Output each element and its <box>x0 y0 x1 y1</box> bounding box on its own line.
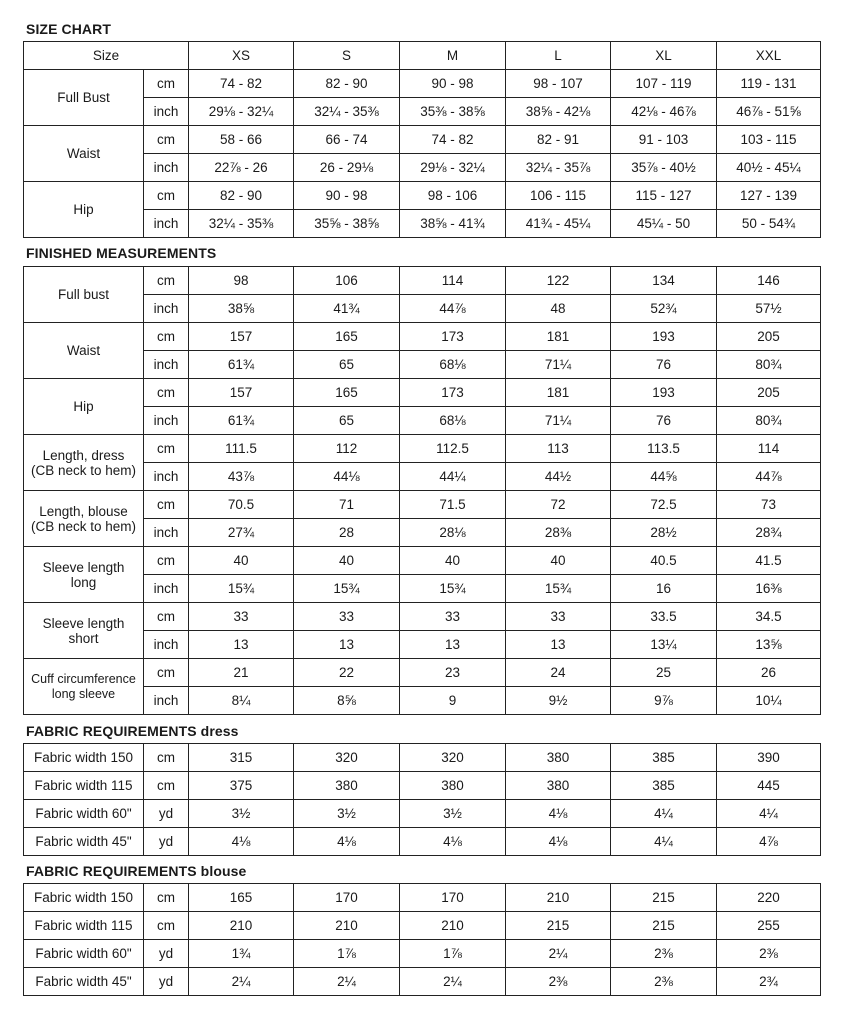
value-cell: 44⅞ <box>400 295 506 323</box>
value-cell: 28½ <box>611 519 717 547</box>
value-cell: 33 <box>400 603 506 631</box>
value-cell: 210 <box>294 912 400 940</box>
value-cell: 42⅛ - 46⅞ <box>611 98 717 126</box>
value-cell: 61¾ <box>189 351 294 379</box>
value-cell: 65 <box>294 407 400 435</box>
unit-cell: yd <box>144 968 189 996</box>
value-cell: 112 <box>294 435 400 463</box>
table-row <box>24 267 821 295</box>
size-chart-table <box>23 41 821 238</box>
value-cell: 111.5 <box>189 435 294 463</box>
unit-cell: inch <box>144 463 189 491</box>
value-cell: 13 <box>294 631 400 659</box>
value-cell: 23 <box>400 659 506 687</box>
value-cell: 35⅞ - 40½ <box>611 154 717 182</box>
value-cell: 215 <box>611 884 717 912</box>
value-cell: 82 - 90 <box>189 182 294 210</box>
value-cell: 193 <box>611 323 717 351</box>
value-cell: 165 <box>294 379 400 407</box>
value-cell: 106 - 115 <box>506 182 611 210</box>
table-row <box>24 435 821 463</box>
unit-cell: inch <box>144 351 189 379</box>
value-cell: 4⅛ <box>189 828 294 856</box>
value-cell: 315 <box>189 744 294 772</box>
finished-measurements-title: FINISHED MEASUREMENTS <box>26 245 217 261</box>
value-cell: 28⅛ <box>400 519 506 547</box>
measurement-label <box>24 491 144 547</box>
table-row <box>24 351 821 379</box>
measurement-label <box>24 323 144 379</box>
value-cell: 33 <box>294 603 400 631</box>
measurement-label: Full Bust <box>24 70 144 126</box>
value-cell: 80¾ <box>717 407 821 435</box>
size-column-header: XL <box>611 42 717 70</box>
value-cell: 13 <box>506 631 611 659</box>
unit-cell: inch <box>144 575 189 603</box>
value-cell: 119 - 131 <box>717 70 821 98</box>
measurement-label <box>24 379 144 435</box>
value-cell: 72 <box>506 491 611 519</box>
measurement-label-line: Full bust <box>57 287 110 302</box>
value-cell: 33 <box>506 603 611 631</box>
value-cell: 2¾ <box>717 968 821 996</box>
value-cell: 40 <box>400 547 506 575</box>
size-column-header: XXL <box>717 42 821 70</box>
measurement-label-line: short <box>68 630 99 646</box>
value-cell: 74 - 82 <box>400 126 506 154</box>
measurement-label-line: (CB neck to hem) <box>30 462 137 478</box>
unit-cell: cm <box>144 267 189 295</box>
value-cell: 32¼ - 35⅜ <box>294 98 400 126</box>
value-cell: 9⅞ <box>611 687 717 715</box>
measurement-label-line: Length, dress <box>42 447 125 463</box>
table-row <box>24 912 821 940</box>
fabric-blouse-title: FABRIC REQUIREMENTS blouse <box>26 863 247 879</box>
fabric-width-label: Fabric width 115 <box>24 772 144 800</box>
table-row <box>24 772 821 800</box>
table-row <box>24 940 821 968</box>
value-cell: 181 <box>506 323 611 351</box>
value-cell: 127 - 139 <box>717 182 821 210</box>
value-cell: 71.5 <box>400 491 506 519</box>
value-cell: 107 - 119 <box>611 70 717 98</box>
value-cell: 3½ <box>400 800 506 828</box>
value-cell: 113.5 <box>611 435 717 463</box>
value-cell: 32¼ - 35⅞ <box>506 154 611 182</box>
fabric-width-label: Fabric width 45" <box>24 968 144 996</box>
value-cell: 181 <box>506 379 611 407</box>
value-cell: 27¾ <box>189 519 294 547</box>
table-row <box>24 659 821 687</box>
value-cell: 114 <box>717 435 821 463</box>
value-cell: 380 <box>506 772 611 800</box>
value-cell: 46⅞ - 51⅝ <box>717 98 821 126</box>
value-cell: 82 - 91 <box>506 126 611 154</box>
fabric-width-label: Fabric width 150 <box>24 744 144 772</box>
value-cell: 15¾ <box>189 575 294 603</box>
measurement-label-line: Sleeve length <box>42 559 125 575</box>
table-row <box>24 407 821 435</box>
value-cell: 173 <box>400 323 506 351</box>
value-cell: 4⅛ <box>294 828 400 856</box>
unit-cell: inch <box>144 98 189 126</box>
table-row <box>24 323 821 351</box>
value-cell: 385 <box>611 772 717 800</box>
value-cell: 193 <box>611 379 717 407</box>
value-cell: 43⅞ <box>189 463 294 491</box>
value-cell: 165 <box>294 323 400 351</box>
size-header-cell: Size <box>24 42 189 70</box>
unit-cell: cm <box>144 772 189 800</box>
header-row <box>24 42 821 70</box>
value-cell: 15¾ <box>294 575 400 603</box>
value-cell: 255 <box>717 912 821 940</box>
value-cell: 380 <box>506 744 611 772</box>
value-cell: 24 <box>506 659 611 687</box>
unit-cell: cm <box>144 323 189 351</box>
value-cell: 26 <box>717 659 821 687</box>
value-cell: 65 <box>294 351 400 379</box>
value-cell: 22⅞ - 26 <box>189 154 294 182</box>
finished-measurements-table <box>23 266 821 715</box>
measurement-label-line: (CB neck to hem) <box>30 518 137 534</box>
measurement-label-line: Waist <box>66 343 101 358</box>
value-cell: 28¾ <box>717 519 821 547</box>
value-cell: 1⅞ <box>294 940 400 968</box>
unit-cell: cm <box>144 491 189 519</box>
unit-cell: inch <box>144 295 189 323</box>
value-cell: 82 - 90 <box>294 70 400 98</box>
value-cell: 4¼ <box>611 800 717 828</box>
value-cell: 157 <box>189 379 294 407</box>
value-cell: 205 <box>717 323 821 351</box>
value-cell: 13 <box>400 631 506 659</box>
value-cell: 8¼ <box>189 687 294 715</box>
fabric-requirements-dress-table <box>23 743 821 856</box>
value-cell: 4⅛ <box>506 828 611 856</box>
value-cell: 66 - 74 <box>294 126 400 154</box>
value-cell: 28 <box>294 519 400 547</box>
value-cell: 13¼ <box>611 631 717 659</box>
value-cell: 205 <box>717 379 821 407</box>
unit-cell: inch <box>144 210 189 238</box>
value-cell: 320 <box>400 744 506 772</box>
value-cell: 41¾ <box>294 295 400 323</box>
value-cell: 57½ <box>717 295 821 323</box>
value-cell: 32¼ - 35⅜ <box>189 210 294 238</box>
value-cell: 3½ <box>189 800 294 828</box>
value-cell: 1⅞ <box>400 940 506 968</box>
value-cell: 114 <box>400 267 506 295</box>
value-cell: 4¼ <box>611 828 717 856</box>
table-row <box>24 182 821 210</box>
table-row <box>24 800 821 828</box>
value-cell: 2¼ <box>506 940 611 968</box>
table-row <box>24 295 821 323</box>
value-cell: 2¼ <box>189 968 294 996</box>
table-row <box>24 98 821 126</box>
value-cell: 170 <box>400 884 506 912</box>
value-cell: 2⅜ <box>611 940 717 968</box>
value-cell: 71 <box>294 491 400 519</box>
table-row <box>24 603 821 631</box>
unit-cell: inch <box>144 407 189 435</box>
table-row <box>24 744 821 772</box>
value-cell: 2⅜ <box>717 940 821 968</box>
value-cell: 68⅛ <box>400 351 506 379</box>
value-cell: 73 <box>717 491 821 519</box>
table-row <box>24 154 821 182</box>
value-cell: 41¾ - 45¼ <box>506 210 611 238</box>
value-cell: 25 <box>611 659 717 687</box>
unit-cell: inch <box>144 154 189 182</box>
value-cell: 146 <box>717 267 821 295</box>
table-row <box>24 70 821 98</box>
unit-cell: cm <box>144 126 189 154</box>
value-cell: 215 <box>611 912 717 940</box>
table-row <box>24 631 821 659</box>
value-cell: 72.5 <box>611 491 717 519</box>
measurement-label-line: Sleeve length <box>42 615 125 631</box>
value-cell: 38⅝ - 42⅛ <box>506 98 611 126</box>
value-cell: 38⅝ <box>189 295 294 323</box>
value-cell: 210 <box>189 912 294 940</box>
value-cell: 76 <box>611 407 717 435</box>
measurement-label <box>24 659 144 715</box>
unit-cell: cm <box>144 182 189 210</box>
value-cell: 71¼ <box>506 407 611 435</box>
measurement-label-line: Cuff circumference <box>31 671 136 686</box>
value-cell: 28⅜ <box>506 519 611 547</box>
value-cell: 4¼ <box>717 800 821 828</box>
table-row <box>24 379 821 407</box>
fabric-width-label: Fabric width 60" <box>24 800 144 828</box>
measurement-label <box>24 603 144 659</box>
value-cell: 26 - 29⅛ <box>294 154 400 182</box>
unit-cell: cm <box>144 912 189 940</box>
size-column-header: L <box>506 42 611 70</box>
value-cell: 2⅜ <box>506 968 611 996</box>
unit-cell: cm <box>144 659 189 687</box>
value-cell: 122 <box>506 267 611 295</box>
unit-cell: cm <box>144 547 189 575</box>
unit-cell: cm <box>144 435 189 463</box>
unit-cell: cm <box>144 603 189 631</box>
value-cell: 40½ - 45¼ <box>717 154 821 182</box>
size-chart-title: SIZE CHART <box>26 21 111 37</box>
measurement-label <box>24 435 144 491</box>
measurement-label-line: Length, blouse <box>39 503 128 519</box>
value-cell: 38⅝ - 41¾ <box>400 210 506 238</box>
value-cell: 29⅛ - 32¼ <box>400 154 506 182</box>
table-row <box>24 828 821 856</box>
value-cell: 16⅜ <box>717 575 821 603</box>
value-cell: 4⅞ <box>717 828 821 856</box>
unit-cell: inch <box>144 519 189 547</box>
value-cell: 385 <box>611 744 717 772</box>
value-cell: 173 <box>400 379 506 407</box>
value-cell: 40.5 <box>611 547 717 575</box>
fabric-width-label: Fabric width 60" <box>24 940 144 968</box>
value-cell: 52¾ <box>611 295 717 323</box>
value-cell: 48 <box>506 295 611 323</box>
value-cell: 58 - 66 <box>189 126 294 154</box>
value-cell: 68⅛ <box>400 407 506 435</box>
fabric-width-label: Fabric width 115 <box>24 912 144 940</box>
value-cell: 91 - 103 <box>611 126 717 154</box>
unit-cell: yd <box>144 800 189 828</box>
table-row <box>24 519 821 547</box>
value-cell: 1¾ <box>189 940 294 968</box>
table-row <box>24 210 821 238</box>
table-row <box>24 463 821 491</box>
value-cell: 13 <box>189 631 294 659</box>
value-cell: 2¼ <box>294 968 400 996</box>
measurement-label-line: Hip <box>73 399 94 414</box>
value-cell: 165 <box>189 884 294 912</box>
value-cell: 113 <box>506 435 611 463</box>
fabric-dress-title: FABRIC REQUIREMENTS dress <box>26 723 239 739</box>
value-cell: 76 <box>611 351 717 379</box>
unit-cell: cm <box>144 744 189 772</box>
value-cell: 215 <box>506 912 611 940</box>
table-row <box>24 968 821 996</box>
value-cell: 157 <box>189 323 294 351</box>
value-cell: 90 - 98 <box>400 70 506 98</box>
value-cell: 103 - 115 <box>717 126 821 154</box>
value-cell: 40 <box>294 547 400 575</box>
measurement-label-line: long <box>70 574 97 590</box>
value-cell: 15¾ <box>506 575 611 603</box>
size-column-header: S <box>294 42 400 70</box>
table-row <box>24 687 821 715</box>
value-cell: 98 - 107 <box>506 70 611 98</box>
table-row <box>24 126 821 154</box>
unit-cell: cm <box>144 379 189 407</box>
value-cell: 40 <box>189 547 294 575</box>
unit-cell: inch <box>144 631 189 659</box>
value-cell: 210 <box>506 884 611 912</box>
value-cell: 74 - 82 <box>189 70 294 98</box>
value-cell: 170 <box>294 884 400 912</box>
value-cell: 115 - 127 <box>611 182 717 210</box>
unit-cell: cm <box>144 884 189 912</box>
value-cell: 35⅝ - 38⅝ <box>294 210 400 238</box>
value-cell: 16 <box>611 575 717 603</box>
value-cell: 44⅝ <box>611 463 717 491</box>
unit-cell: cm <box>144 70 189 98</box>
table-row <box>24 547 821 575</box>
value-cell: 10¼ <box>717 687 821 715</box>
value-cell: 44¼ <box>400 463 506 491</box>
value-cell: 380 <box>294 772 400 800</box>
measurement-label: Hip <box>24 182 144 238</box>
fabric-width-label: Fabric width 45" <box>24 828 144 856</box>
value-cell: 9 <box>400 687 506 715</box>
table-row <box>24 884 821 912</box>
value-cell: 98 - 106 <box>400 182 506 210</box>
value-cell: 29⅛ - 32¼ <box>189 98 294 126</box>
value-cell: 40 <box>506 547 611 575</box>
unit-cell: inch <box>144 687 189 715</box>
value-cell: 45¼ - 50 <box>611 210 717 238</box>
measurement-label-line: long sleeve <box>51 686 116 701</box>
value-cell: 220 <box>717 884 821 912</box>
value-cell: 320 <box>294 744 400 772</box>
value-cell: 8⅝ <box>294 687 400 715</box>
table-row <box>24 491 821 519</box>
value-cell: 13⅝ <box>717 631 821 659</box>
value-cell: 44⅛ <box>294 463 400 491</box>
value-cell: 4⅛ <box>506 800 611 828</box>
value-cell: 33 <box>189 603 294 631</box>
fabric-width-label: Fabric width 150 <box>24 884 144 912</box>
size-column-header: XS <box>189 42 294 70</box>
fabric-requirements-blouse-table <box>23 883 821 996</box>
value-cell: 35⅜ - 38⅝ <box>400 98 506 126</box>
value-cell: 210 <box>400 912 506 940</box>
value-cell: 2¼ <box>400 968 506 996</box>
value-cell: 4⅛ <box>400 828 506 856</box>
value-cell: 70.5 <box>189 491 294 519</box>
value-cell: 61¾ <box>189 407 294 435</box>
value-cell: 71¼ <box>506 351 611 379</box>
value-cell: 112.5 <box>400 435 506 463</box>
value-cell: 21 <box>189 659 294 687</box>
unit-cell: yd <box>144 828 189 856</box>
value-cell: 134 <box>611 267 717 295</box>
value-cell: 22 <box>294 659 400 687</box>
table-row <box>24 575 821 603</box>
value-cell: 80¾ <box>717 351 821 379</box>
value-cell: 50 - 54¾ <box>717 210 821 238</box>
measurement-label: Waist <box>24 126 144 182</box>
value-cell: 34.5 <box>717 603 821 631</box>
value-cell: 98 <box>189 267 294 295</box>
value-cell: 15¾ <box>400 575 506 603</box>
value-cell: 41.5 <box>717 547 821 575</box>
value-cell: 33.5 <box>611 603 717 631</box>
value-cell: 106 <box>294 267 400 295</box>
measurement-label <box>24 267 144 323</box>
value-cell: 3½ <box>294 800 400 828</box>
value-cell: 44½ <box>506 463 611 491</box>
value-cell: 380 <box>400 772 506 800</box>
value-cell: 2⅜ <box>611 968 717 996</box>
unit-cell: yd <box>144 940 189 968</box>
value-cell: 44⅞ <box>717 463 821 491</box>
measurement-label <box>24 547 144 603</box>
value-cell: 390 <box>717 744 821 772</box>
value-cell: 90 - 98 <box>294 182 400 210</box>
size-column-header: M <box>400 42 506 70</box>
value-cell: 445 <box>717 772 821 800</box>
value-cell: 9½ <box>506 687 611 715</box>
value-cell: 375 <box>189 772 294 800</box>
